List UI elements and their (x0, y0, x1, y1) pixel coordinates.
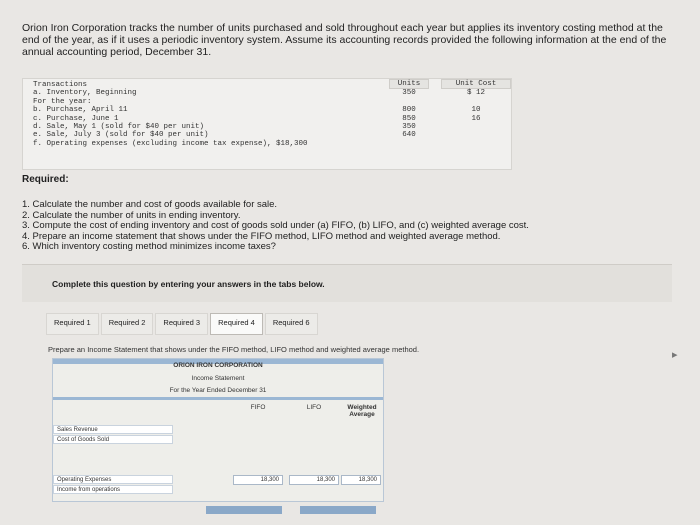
transactions-header: Transactions (33, 81, 88, 89)
units-d: 350 (402, 122, 416, 131)
required-item-6: 6. Which inventory costing method minimizes income taxes? (22, 241, 276, 252)
txn-row-b: b. Purchase, April 11 (33, 106, 128, 115)
required-item-2: 2. Calculate the number of units in ending inventory. (22, 209, 241, 221)
tab-required-1[interactable]: Required 1 (46, 313, 99, 335)
company-name: ORION IRON CORPORATION (173, 362, 263, 369)
txn-row-d: d. Sale, May 1 (sold for $40 per unit) (33, 122, 205, 131)
txn-row-c: c. Purchase, June 1 (33, 114, 119, 123)
columns-divider (53, 397, 383, 400)
tab-required-3[interactable]: Required 3 (155, 313, 208, 335)
txn-row-year: For the year: (33, 97, 92, 106)
required-item-1: 1. Calculate the number and cost of goods available for sale. (22, 199, 278, 210)
column-weighted-average: Weighted Average (347, 404, 377, 418)
weighted-operating-expenses[interactable]: 18,300 (341, 475, 381, 485)
cost-a: $ 12 (466, 89, 485, 98)
txn-row-e: e. Sale, July 3 (sold for $40 per unit) (33, 131, 209, 140)
column-fifo: FIFO (250, 404, 266, 411)
required-item-4: 4. Prepare an income statement that shows under the FIFO method, LIFO method and weighted average method. (22, 230, 501, 242)
units-header: Units (389, 79, 429, 89)
transactions-table (22, 78, 512, 170)
units-e: 640 (402, 131, 416, 140)
required-list (22, 200, 662, 253)
income-statement (52, 358, 384, 502)
tab-instruction: Prepare an Income Statement that shows under the FIFO method, LIFO method and weighted average method. (48, 345, 420, 354)
statement-name: Income Statement (191, 375, 245, 382)
units-c: 850 (402, 114, 416, 123)
required-item-3: 3. Compute the cost of ending inventory and cost of goods sold under (a) FIFO, (b) LIFO, and (c) weighted average cost. (22, 220, 529, 231)
prev-nav-button[interactable] (206, 506, 282, 514)
tab-required-6[interactable]: Required 6 (265, 313, 318, 335)
txn-row-a: a. Inventory, Beginning (33, 89, 137, 98)
required-heading: Required: (22, 174, 69, 185)
statement-period: For the Year Ended December 31 (169, 387, 267, 394)
cost-c: 16 (471, 114, 481, 123)
units-column (389, 79, 429, 140)
complete-instruction-box: Complete this question by entering your answers in the tabs below. (22, 264, 672, 302)
next-nav-button[interactable] (300, 506, 376, 514)
cursor-icon: ▸ (672, 349, 678, 361)
units-a: 350 (402, 89, 416, 98)
problem-intro: Orion Iron Corporation tracks the number of units purchased and sold throughout each year but applies its inventory costing method at the end of the year, as if it uses a periodic inventory system. Assume its accounting records provided the following information at the end of the annual accounting period, December 31. (22, 22, 667, 58)
income-from-operations-label: Income from operations (53, 485, 173, 494)
unit-cost-column (441, 79, 511, 123)
units-b: 800 (402, 106, 416, 115)
fifo-operating-expenses[interactable]: 18,300 (233, 475, 283, 485)
txn-row-f: f. Operating expenses (excluding income tax expense), $18,300 (33, 139, 308, 148)
unit-cost-header: Unit Cost (441, 79, 511, 89)
operating-expenses-label: Operating Expenses (53, 475, 173, 484)
cost-b: 10 (471, 106, 481, 115)
tab-required-2[interactable]: Required 2 (101, 313, 154, 335)
cogs-label: Cost of Goods Sold (53, 435, 173, 444)
tab-required-4[interactable]: Required 4 (210, 313, 263, 335)
lifo-operating-expenses[interactable]: 18,300 (289, 475, 339, 485)
column-lifo: LIFO (306, 404, 322, 411)
sales-revenue-label: Sales Revenue (53, 425, 173, 434)
required-tabs (46, 313, 320, 335)
